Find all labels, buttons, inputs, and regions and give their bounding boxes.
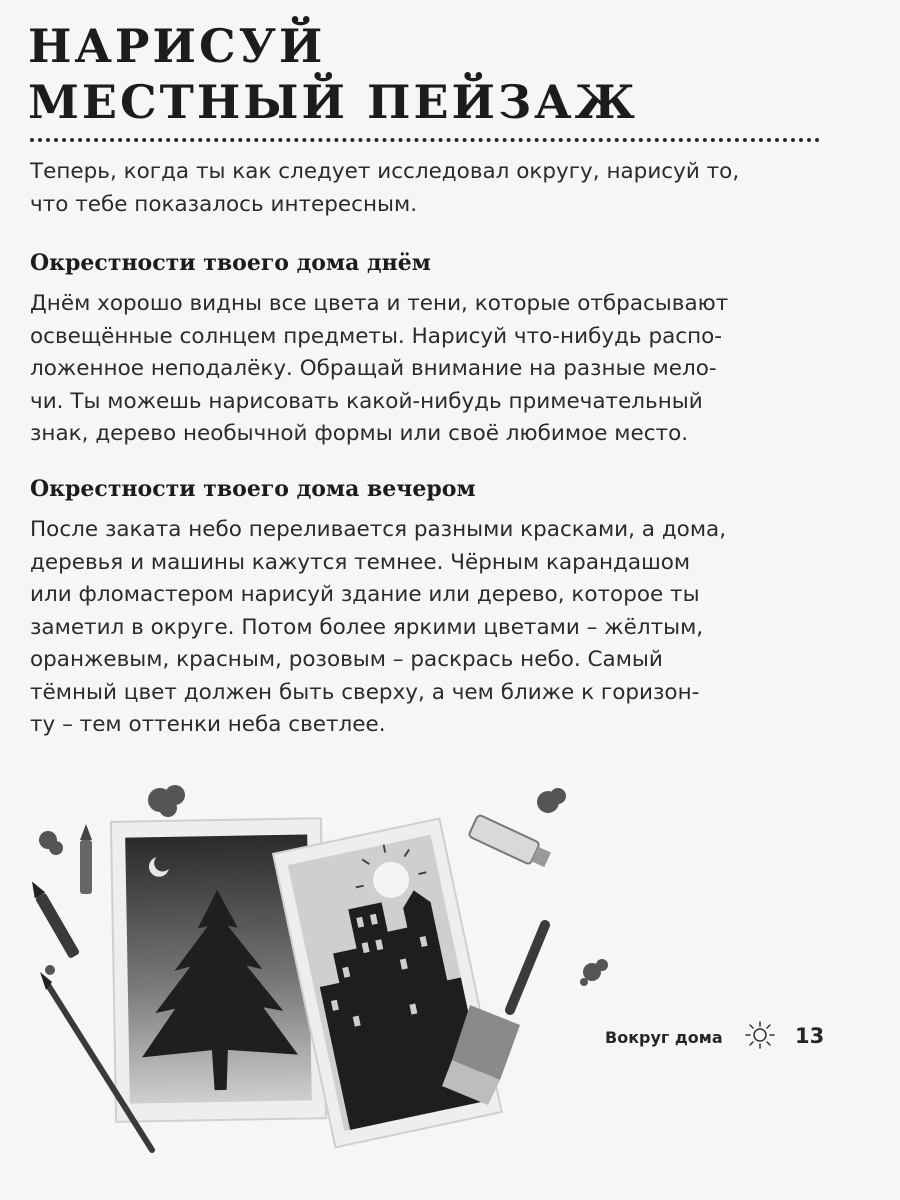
page-number: 13 — [795, 1024, 825, 1048]
paint-tube-icon — [468, 814, 552, 870]
day-line: ложенное неподалёку. Обращай внимание на разные мело- — [30, 356, 717, 381]
intro-line: что тебе показалось интересным. — [30, 191, 418, 217]
evening-line: деревья и машины кажутся темнее. Чёрным карандашом — [30, 549, 691, 575]
evening-line: тёмный цвет должен быть сверху, а чем ближе к горизон- — [30, 679, 700, 705]
section-evening-heading: Окрестности твоего дома вечером — [30, 476, 476, 502]
evening-line: оранжевым, красным, розовым – раскрась небо. Самый — [30, 647, 663, 672]
page-title-line-2: МЕСТНЫЙ ПЕЙЗАЖ — [28, 75, 638, 129]
day-line: Днём хорошо видны все цвета и тени, которые отбрасывают — [30, 291, 729, 316]
footer-section-label: Вокруг дома — [605, 1028, 723, 1047]
evening-line: заметил в округе. Потом более яркими цветами – жёлтым, — [30, 614, 704, 640]
page-title-line-1: НАРИСУЙ — [28, 19, 326, 73]
crayon-icon — [80, 824, 92, 894]
day-line: чи. Ты можешь нарисовать какой-нибудь примечательный — [30, 388, 703, 414]
section-day-paragraph — [30, 288, 830, 451]
page-title — [28, 18, 638, 130]
sun-icon — [740, 1020, 780, 1050]
section-evening-paragraph — [30, 514, 830, 742]
evening-line: или фломастером нарисуй здание или дерево, которое ты — [30, 582, 700, 607]
intro-line: Теперь, когда ты как следует исследовал округу, нарисуй то, — [30, 159, 740, 184]
day-line: освещённые солнцем предметы. Нарисуй что-нибудь распо- — [30, 323, 723, 349]
day-line: знак, дерево необычной формы или своё любимое место. — [30, 421, 689, 446]
dotted-divider — [30, 138, 820, 142]
evening-line: ту – тем оттенки неба светлее. — [30, 712, 386, 737]
section-day-heading: Окрестности твоего дома днём — [30, 250, 431, 276]
intro-paragraph — [30, 156, 830, 221]
evening-line: После заката небо переливается разными красками, а дома, — [30, 517, 727, 542]
art-supplies-illustration — [0, 760, 900, 1160]
crayon-icon — [27, 879, 80, 959]
